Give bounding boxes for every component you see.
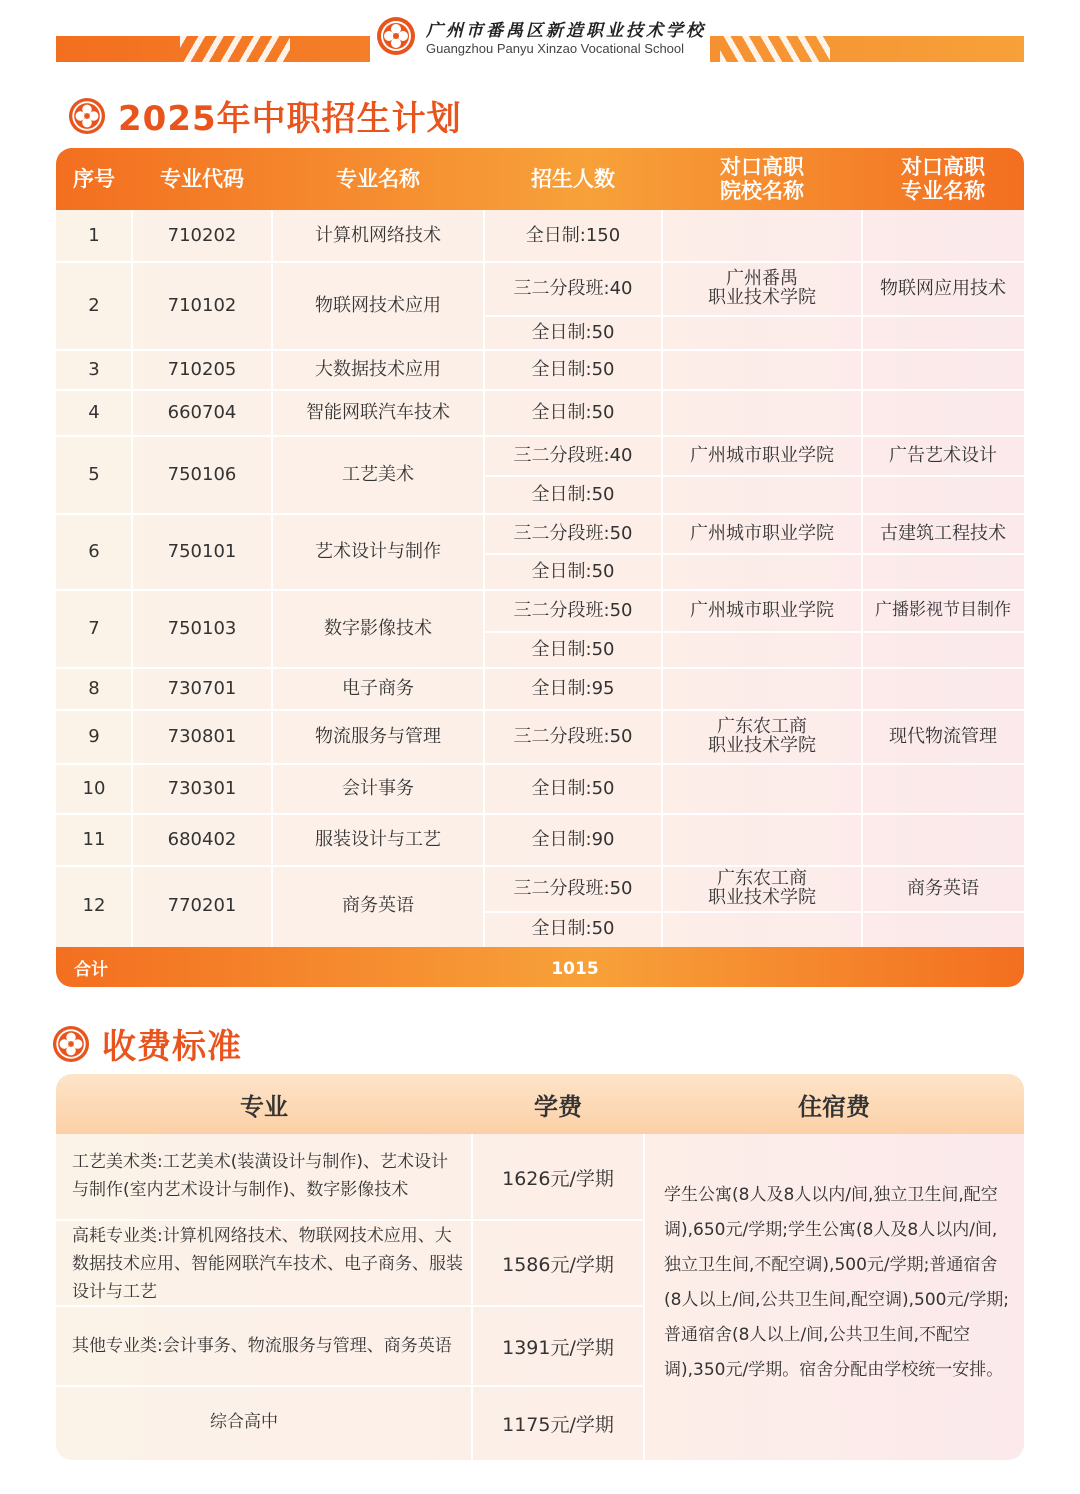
grid-line	[56, 667, 1024, 669]
grid-line	[484, 475, 1024, 477]
school-logo-icon	[376, 16, 416, 56]
grid-line	[56, 865, 1024, 867]
table-cell-code: 750103	[167, 617, 237, 639]
grid-line	[484, 631, 1024, 633]
table-cell-code: 730801	[167, 725, 237, 747]
table-cell-college-major: 物联网应用技术	[880, 277, 1006, 299]
table-cell-college-major: 广告艺术设计	[889, 444, 997, 466]
table-cell-slots: 三二分段班:40	[513, 444, 633, 466]
fees-heading	[52, 1019, 242, 1068]
grid-line	[131, 210, 133, 947]
table-cell-no: 8	[88, 677, 100, 699]
grid-line	[56, 349, 1024, 351]
table-cell-no: 11	[82, 828, 106, 850]
grid-line	[56, 435, 1024, 437]
table-cell-slots: 全日制:50	[531, 918, 615, 940]
table-cell-major: 工艺美术	[342, 463, 414, 485]
table-cell-no: 3	[88, 358, 100, 380]
fee-row-major: 综合高中	[210, 1412, 278, 1432]
table-cell-college-major: 广播影视节目制作	[875, 600, 1011, 621]
table-cell-college: 广州城市职业学院	[690, 522, 834, 544]
enrollment-heading	[68, 91, 462, 140]
table-cell-slots: 全日制:50	[531, 560, 615, 582]
table-cell-code: 710102	[167, 294, 237, 316]
grid-line	[643, 1134, 645, 1460]
table-cell-slots: 三二分段班:40	[513, 277, 633, 299]
table-cell-no: 5	[88, 463, 100, 485]
grid-line	[484, 553, 1024, 555]
school-name-cn: 广州市番禺区新造职业技术学校	[426, 21, 706, 41]
table-cell-slots: 三二分段班:50	[513, 725, 633, 747]
col-header-accommodation: 住宿费	[798, 1092, 870, 1121]
table-cell-slots: 三二分段班:50	[513, 877, 633, 899]
table-cell-code: 770201	[167, 895, 237, 917]
grid-line	[484, 315, 1024, 317]
grid-line	[56, 261, 1024, 263]
table-cell-no: 7	[88, 617, 100, 639]
table-cell-college: 广州城市职业学院	[690, 599, 834, 621]
table-cell-code: 730301	[167, 777, 237, 799]
flower-badge-icon	[52, 1025, 90, 1063]
table-cell-slots: 全日制:50	[531, 358, 615, 380]
enrollment-table	[56, 148, 1024, 987]
table-cell-college: 广东农工商 职业技术学院	[708, 716, 816, 756]
table-cell-major: 物联网技术应用	[315, 294, 441, 316]
table-cell-slots: 全日制:50	[531, 401, 615, 423]
table-cell-no: 10	[82, 777, 106, 799]
banner-stripes-left	[180, 36, 290, 62]
table-cell-major: 大数据技术应用	[315, 358, 441, 380]
col-header-tuition: 学费	[534, 1092, 582, 1121]
grid-line	[56, 1305, 644, 1307]
grid-line	[56, 389, 1024, 391]
table-cell-no: 1	[88, 224, 100, 246]
banner-stripes-right	[720, 36, 830, 62]
table-cell-major: 物流服务与管理	[315, 725, 441, 747]
school-name-en: Guangzhou Panyu Xinzao Vocational School	[426, 41, 685, 56]
table-cell-college-major: 商务英语	[907, 877, 979, 899]
table-cell-slots: 全日制:50	[531, 777, 615, 799]
table-cell-slots: 全日制:50	[531, 483, 615, 505]
grid-line	[483, 210, 485, 947]
table-cell-code: 680402	[167, 828, 237, 850]
col-header-code: 专业代码	[160, 166, 244, 191]
enrollment-total-row	[56, 947, 1024, 987]
flower-badge-icon	[68, 97, 106, 135]
grid-line	[56, 709, 1024, 711]
table-cell-major: 计算机网络技术	[315, 224, 441, 246]
fees-title: 收费标准	[102, 1027, 242, 1067]
table-cell-college: 广东农工商 职业技术学院	[708, 868, 816, 908]
table-cell-major: 电子商务	[342, 677, 414, 699]
total-label: 合计	[74, 960, 108, 980]
fee-row-major: 其他专业类:会计事务、物流服务与管理、商务英语	[72, 1336, 452, 1356]
fees-table-header	[56, 1074, 1024, 1134]
col-header-slots: 招生人数	[531, 166, 615, 191]
table-cell-major: 商务英语	[342, 895, 414, 917]
table-cell-major: 会计事务	[342, 777, 414, 799]
table-cell-major: 艺术设计与制作	[315, 540, 441, 562]
grid-line	[661, 210, 663, 947]
col-header-fee-major: 专业	[240, 1092, 288, 1121]
grid-line	[56, 1385, 644, 1387]
grid-line	[56, 813, 1024, 815]
table-cell-slots: 三二分段班:50	[513, 522, 633, 544]
table-cell-no: 9	[88, 725, 100, 747]
accommodation-text: 学生公寓(8人及8人以内/间,独立卫生间,配空调),650元/学期;学生公寓(8人及8人以内/间,独立卫生间,不配空调),500元/学期;普通宿舍(8人以上/间,公共卫生间,配空调),500元/学期;普通宿舍(8人以上/间,公共卫生间,不配空调),350元/学期。宿舍分配由学校统一安排。	[664, 1185, 1009, 1380]
table-cell-college-major: 古建筑工程技术	[880, 522, 1006, 544]
table-cell-no: 2	[88, 294, 100, 316]
table-cell-code: 730701	[167, 677, 237, 699]
fee-row-tuition: 1586元/学期	[502, 1253, 614, 1276]
fee-row-major: 工艺美术类:工艺美术(装潢设计与制作)、艺术设计与制作(室内艺术设计与制作)、数字影像技术	[72, 1152, 448, 1200]
col-header-no: 序号	[73, 166, 115, 191]
table-cell-college-major: 现代物流管理	[889, 725, 997, 747]
col-header-major: 专业名称	[336, 166, 420, 191]
grid-line	[56, 763, 1024, 765]
table-cell-major: 智能网联汽车技术	[306, 401, 450, 423]
fees-table	[56, 1074, 1024, 1460]
grid-line	[56, 513, 1024, 515]
table-cell-slots: 全日制:95	[531, 677, 615, 699]
total-value: 1015	[551, 959, 599, 979]
table-cell-code: 750106	[167, 463, 237, 485]
table-cell-slots: 全日制:50	[531, 638, 615, 660]
table-cell-college: 广州番禺 职业技术学院	[708, 268, 816, 308]
grid-line	[484, 911, 1024, 913]
grid-line	[271, 210, 273, 947]
grid-line	[861, 210, 863, 947]
table-cell-code: 660704	[167, 401, 237, 423]
col-header-college-major: 对口高职 专业名称	[901, 154, 985, 203]
enrollment-title: 2025年中职招生计划	[118, 99, 462, 139]
table-cell-slots: 全日制:150	[525, 224, 621, 246]
table-cell-major: 服装设计与工艺	[315, 828, 441, 850]
col-header-college: 对口高职 院校名称	[720, 154, 804, 203]
table-cell-no: 12	[82, 895, 106, 917]
table-cell-code: 750101	[167, 540, 237, 562]
fee-row-tuition: 1175元/学期	[502, 1413, 614, 1436]
table-cell-slots: 三二分段班:50	[513, 599, 633, 621]
table-cell-no: 6	[88, 540, 100, 562]
table-cell-major: 数字影像技术	[324, 617, 432, 639]
fee-row-tuition: 1391元/学期	[502, 1336, 614, 1359]
grid-line	[471, 1134, 473, 1460]
grid-line	[56, 1219, 644, 1221]
table-cell-no: 4	[88, 401, 100, 423]
fee-row-tuition: 1626元/学期	[502, 1167, 614, 1190]
table-cell-code: 710202	[167, 224, 237, 246]
table-cell-college: 广州城市职业学院	[690, 444, 834, 466]
enrollment-table-header	[56, 148, 1024, 210]
table-cell-code: 710205	[167, 358, 237, 380]
table-cell-slots: 全日制:50	[531, 321, 615, 343]
fee-row-major: 高耗专业类:计算机网络技术、物联网技术应用、大数据技术应用、智能网联汽车技术、电子商务、服装设计与工艺	[72, 1226, 463, 1302]
table-cell-slots: 全日制:90	[531, 828, 615, 850]
grid-line	[56, 589, 1024, 591]
